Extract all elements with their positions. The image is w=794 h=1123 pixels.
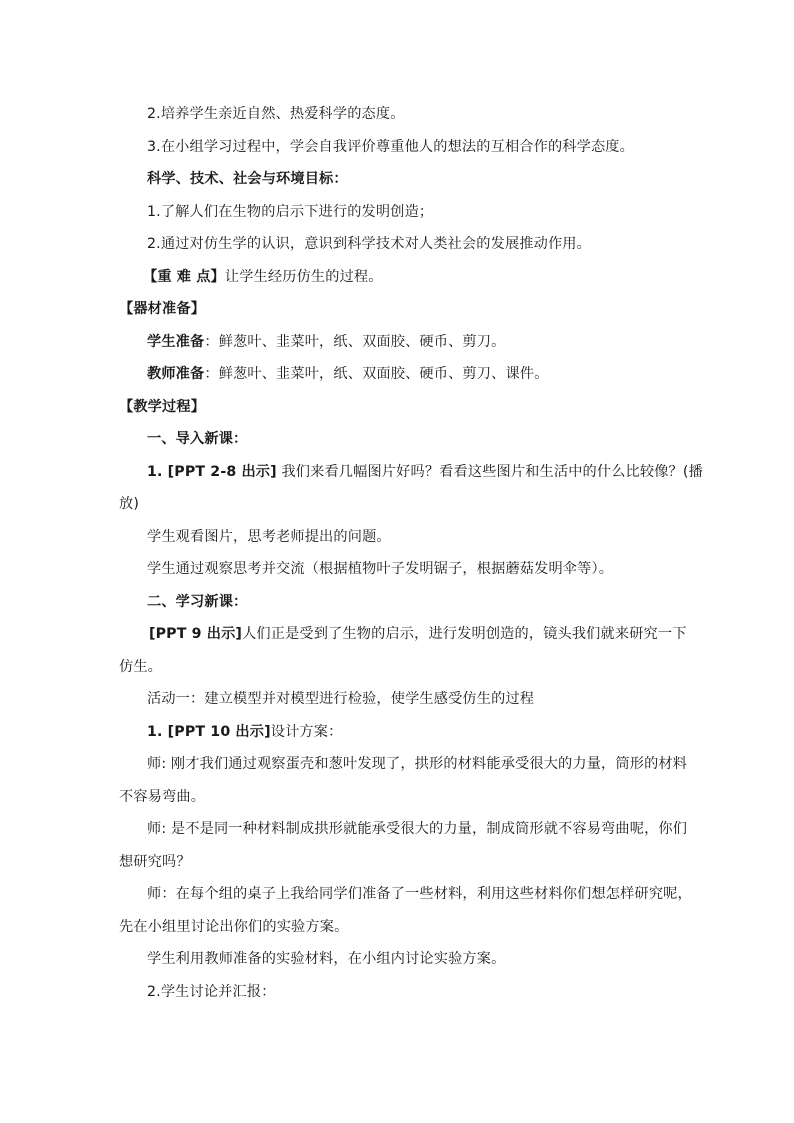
activity-1: 活动一：建立模型并对模型进行检验，使学生感受仿生的过程 [147,691,535,707]
teacher-remark-1-line1: 师: 刚才我们通过观察蛋壳和葱叶发现了，拱形的材料能承受很大的力量，筒形的材料 [147,756,688,772]
process-heading: 【教学过程】 [119,399,206,415]
sts-item-1: 1.了解人们在生物的启示下进行的发明创造； [147,204,434,220]
students-discussion: 学生利用教师准备的实验材料，在小组内讨论实验方案。 [147,951,506,967]
key-points-text: 让学生经历仿生的过程。 [224,269,383,285]
teacher-remark-1-line2: 不容易弯曲。 [119,789,206,805]
step-1 [147,722,342,742]
step-1-text: 设计方案： [270,724,343,740]
equipment-student-text: ：鲜葱叶、韭菜叶，纸、双面胶、硬币、剪刀。 [204,334,506,350]
section1-p1-line2: 放) [119,496,140,512]
section2-heading: 二、学习新课： [147,594,248,610]
key-points [143,267,383,287]
teacher-remark-3-line1: 师：在每个组的桌子上我给同学们准备了一些材料，利用这些材料你们想怎样研究呢， [147,886,692,902]
teacher-remark-2-line1: 师: 是不是同一种材料制成拱形就能承受很大的力量，制成筒形就不容易弯曲呢，你们 [147,821,688,837]
ppt-ref-9: [PPT 9 出示] [149,626,243,642]
section1-p3: 学生通过观察思考并交流（根据植物叶子发明锯子，根据蘑菇发明伞等）。 [147,561,614,577]
objective-item-3: 3.在小组学习过程中，学会自我评价尊重他人的想法的互相合作的科学态度。 [147,139,634,155]
equipment-teacher-text: ：鲜葱叶、韭菜叶，纸、双面胶、硬币、剪刀、课件。 [204,366,549,382]
sts-item-2: 2.通过对仿生学的认识，意识到科学技术对人类社会的发展推动作用。 [147,236,591,252]
objective-item-2: 2.培养学生亲近自然、热爱科学的态度。 [147,106,405,122]
key-points-label: 【重 难 点】 [143,269,225,285]
section2-p1-line1 [149,624,687,644]
equipment-teacher [147,364,548,384]
section1-p1-line1 [147,462,703,482]
ppt-ref-10: 1. [PPT 10 出示] [147,724,271,740]
equipment-student-label: 学生准备 [147,334,205,350]
section1-p1-line1-text: 我们来看几幅图片好吗？看看这些图片和生活中的什么比较像？(播 [276,464,703,480]
section2-p1-line1-text: 人们正是受到了生物的启示，进行发明创造的，镜头我们就来研究一下 [242,626,687,642]
equipment-heading: 【器材准备】 [119,301,206,317]
equipment-teacher-label: 教师准备 [147,366,205,382]
section1-p2: 学生观看图片，思考老师提出的问题。 [147,529,391,545]
section1-heading: 一、导入新课： [147,431,248,447]
section2-p1-line2: 仿生。 [119,659,163,675]
ppt-ref-2-8: 1. [PPT 2-8 出示] [147,464,277,480]
teacher-remark-3-line2: 先在小组里讨论出你们的实验方案。 [119,919,349,935]
sts-heading: 科学、技术、社会与环境目标： [147,171,348,187]
equipment-student [147,332,505,352]
teacher-remark-2-line2: 想研究吗？ [119,854,191,870]
step-2: 2.学生讨论并汇报： [147,984,276,1000]
